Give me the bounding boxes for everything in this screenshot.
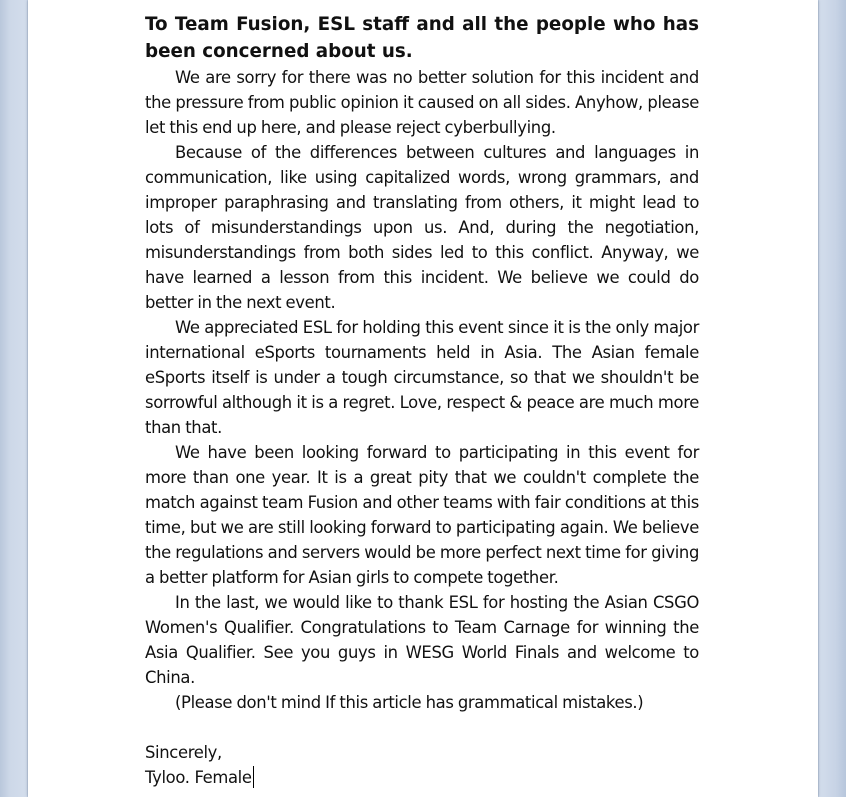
paragraph-6: (Please don't mind If this article has grammatical mistakes.) — [175, 693, 644, 712]
document-body[interactable] — [145, 11, 699, 790]
closing-salutation: Sincerely, — [145, 743, 222, 762]
paragraph-4: We have been looking forward to participating in this event for more than one year. It is a great pity that we couldn't complete the match against team Fusion and other teams with fair conditions at this time, but we are still looking forward to participating again. We believe the regulations and servers would be more perfect next time for giving a better platform for Asian girls to compete together. — [145, 443, 699, 587]
text-cursor — [253, 766, 254, 788]
letter-heading: To Team Fusion, ESL staff and all the people who has been concerned about us. — [145, 14, 699, 62]
signature-row[interactable] — [145, 765, 699, 790]
paragraph-5: In the last, we would like to thank ESL for hosting the Asian CSGO Women's Qualifier. Congratulations to Team Carnage for winning the Asia Qualifier. See you guys in WESG World Finals and welcome to China. — [145, 593, 699, 687]
signature: Tyloo. Female — [145, 768, 252, 787]
document-page[interactable] — [28, 0, 818, 797]
blank-line — [145, 715, 699, 740]
paragraph-2: Because of the differences between cultures and languages in communication, like using capitalized words, wrong grammars, and improper paraphrasing and translating from others, it might lead to lots of misunderstandings upon us. And, during the negotiation, misunderstandings from both sides led to this conflict. Anyway, we have learned a lesson from this incident. We believe we could do better in the next event. — [145, 143, 699, 312]
paragraph-3: We appreciated ESL for holding this event since it is the only major international eSports tournaments held in Asia. The Asian female eSports itself is under a tough circumstance, so that we shouldn't be sorrowful although it is a regret. Love, respect & peace are much more than that. — [145, 318, 699, 437]
paragraph-1: We are sorry for there was no better solution for this incident and the pressure from public opinion it caused on all sides. Anyhow, please let this end up here, and please reject cyberbullying. — [145, 68, 699, 137]
